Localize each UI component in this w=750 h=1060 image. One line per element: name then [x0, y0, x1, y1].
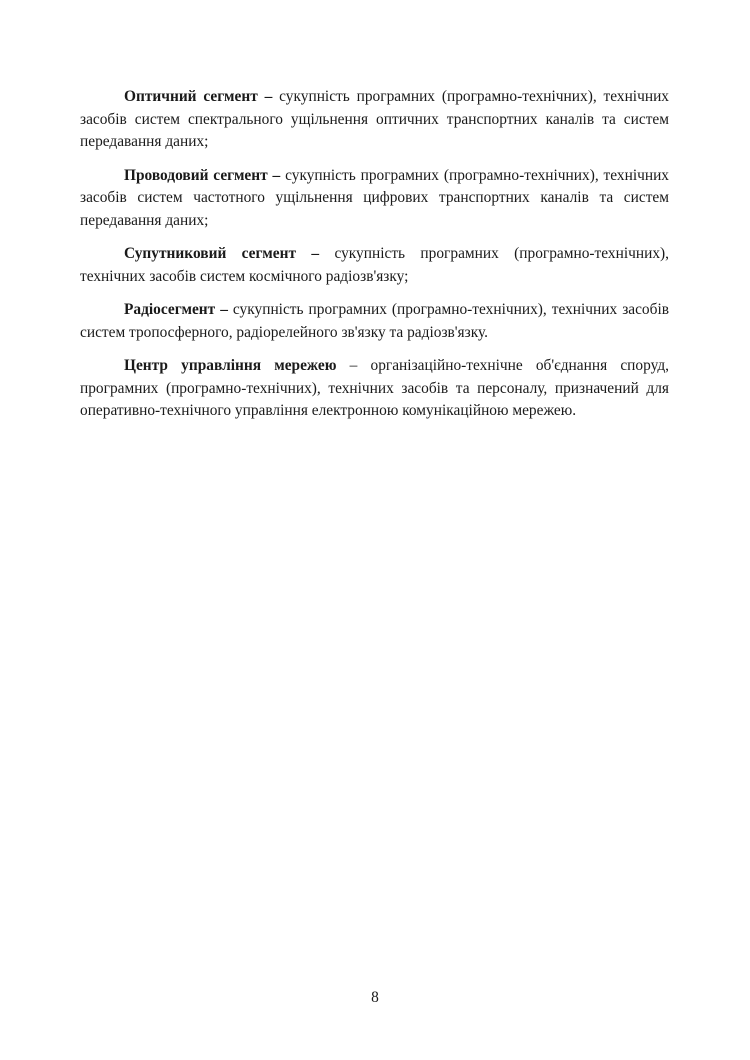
definition-wired-segment — [80, 165, 669, 233]
term-satellite-segment: Супутниковий сегмент – — [124, 245, 320, 262]
page-number: 8 — [371, 989, 379, 1006]
definition-text-optical-segment: сукупність програмних (програмно-технічних), технічних засобів систем спектрального ущільнення оптичних транспортних каналів та систем передавання даних; — [80, 88, 669, 150]
definition-text-satellite-segment: сукупність програмних (програмно-технічних), технічних засобів систем космічного радіозв'язку; — [80, 245, 669, 285]
definition-text-network-control-center: – організаційно-технічне об'єднання споруд, програмних (програмно-технічних), технічних засобів та персоналу, призначений для оперативно-технічного управління електронною комунікаційною мережею. — [80, 357, 670, 419]
term-radio-segment: Радіосегмент – — [124, 301, 228, 318]
definition-radio-segment — [80, 299, 669, 344]
term-network-control-center: Центр управління мережею — [124, 357, 337, 374]
document-body — [80, 86, 669, 434]
definition-text-radio-segment: сукупність програмних (програмно-технічних), технічних засобів систем тропосферного, радіорелейного зв'язку та радіозв'язку. — [80, 301, 670, 341]
definition-network-control-center — [80, 355, 669, 423]
definition-satellite-segment — [80, 243, 669, 288]
definition-optical-segment — [80, 86, 669, 154]
definition-text-wired-segment: сукупність програмних (програмно-технічних), технічних засобів систем частотного ущільнення цифрових транспортних каналів та систем передавання даних; — [80, 166, 670, 229]
term-wired-segment: Проводовий сегмент – — [124, 166, 281, 184]
term-optical-segment: Оптичний сегмент – — [124, 88, 273, 105]
